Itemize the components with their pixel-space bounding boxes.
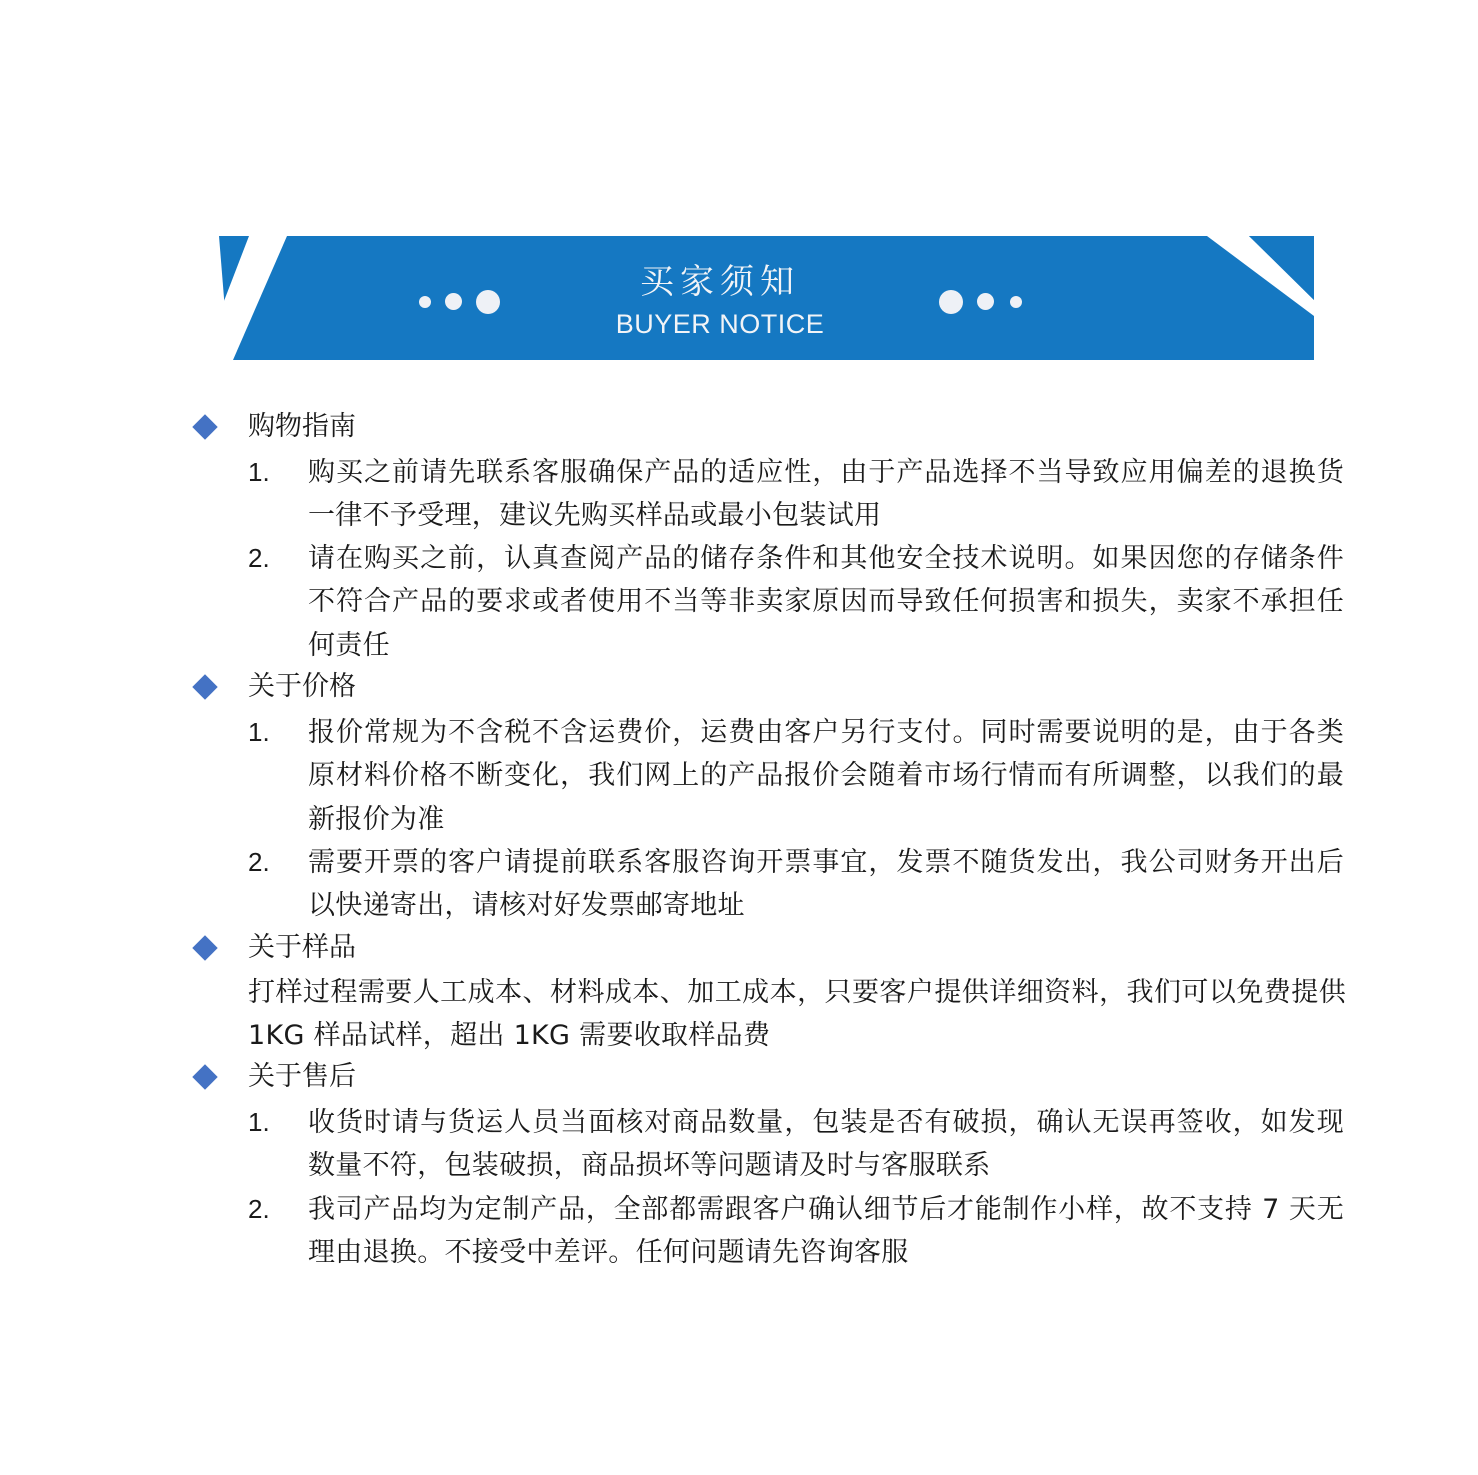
- section-title: 购物指南: [248, 411, 356, 442]
- diamond-bullet-icon: [192, 935, 217, 960]
- banner-dot-left-large: [476, 290, 500, 314]
- item-text: 请在购买之前，认真查阅产品的储存条件和其他安全技术说明。如果因您的存储条件不符合产品的要求或者使用不当等非卖家原因而导致任何损害和损失，卖家不承担任何责任: [308, 543, 1344, 661]
- item-number: 1.: [248, 1107, 270, 1137]
- samples-paragraph: 打样过程需要人工成本、材料成本、加工成本，只要客户提供详细资料，我们可以免费提供 1KG 样品试样，超出 1KG 需要收取样品费: [248, 977, 1346, 1052]
- section-title: 关于售后: [248, 1061, 356, 1092]
- section-heading-after-sales: [192, 1057, 356, 1097]
- list-item: [248, 841, 1348, 927]
- item-number: 2.: [248, 847, 270, 877]
- item-text: 收货时请与货运人员当面核对商品数量，包装是否有破损，确认无误再签收，如发现数量不符，包装破损，商品损坏等问题请及时与客服联系: [308, 1107, 1344, 1182]
- banner-dot-right-large: [939, 290, 963, 314]
- item-number: 1.: [248, 717, 270, 747]
- banner-dot-left-small: [419, 296, 431, 308]
- list-item: [248, 711, 1348, 841]
- item-text: 需要开票的客户请提前联系客服咨询开票事宜，发票不随货发出，我公司财务开出后以快递寄出，请核对好发票邮寄地址: [308, 847, 1344, 922]
- banner-dot-right-medium: [977, 293, 994, 310]
- section-heading-shopping-guide: [192, 407, 356, 447]
- list-item: [248, 1101, 1348, 1187]
- section-heading-samples: [192, 928, 356, 968]
- diamond-bullet-icon: [192, 674, 217, 699]
- list-item: [248, 451, 1348, 537]
- banner-dot-right-small: [1010, 296, 1022, 308]
- item-number: 2.: [248, 1194, 270, 1224]
- item-number: 1.: [248, 457, 270, 487]
- banner-title-english: BUYER NOTICE: [615, 309, 825, 339]
- item-text: 报价常规为不含税不含运费价，运费由客户另行支付。同时需要说明的是，由于各类原材料价格不断变化，我们网上的产品报价会随着市场行情而有所调整，以我们的最新报价为准: [308, 717, 1344, 835]
- banner-dot-left-medium: [445, 293, 462, 310]
- section-title: 关于价格: [248, 671, 356, 702]
- banner-title-chinese: 买家须知: [640, 262, 800, 302]
- diamond-bullet-icon: [192, 414, 217, 439]
- section-heading-pricing: [192, 667, 356, 707]
- item-text: 购买之前请先联系客服确保产品的适应性，由于产品选择不当导致应用偏差的退换货一律不予受理，建议先购买样品或最小包装试用: [308, 457, 1344, 532]
- diamond-bullet-icon: [192, 1064, 217, 1089]
- list-item: [248, 1188, 1348, 1274]
- list-item: [248, 537, 1348, 667]
- item-number: 2.: [248, 543, 270, 573]
- section-title: 关于样品: [248, 932, 356, 963]
- item-text: 我司产品均为定制产品，全部都需跟客户确认细节后才能制作小样，故不支持 7 天无理由退换。不接受中差评。任何问题请先咨询客服: [308, 1194, 1344, 1269]
